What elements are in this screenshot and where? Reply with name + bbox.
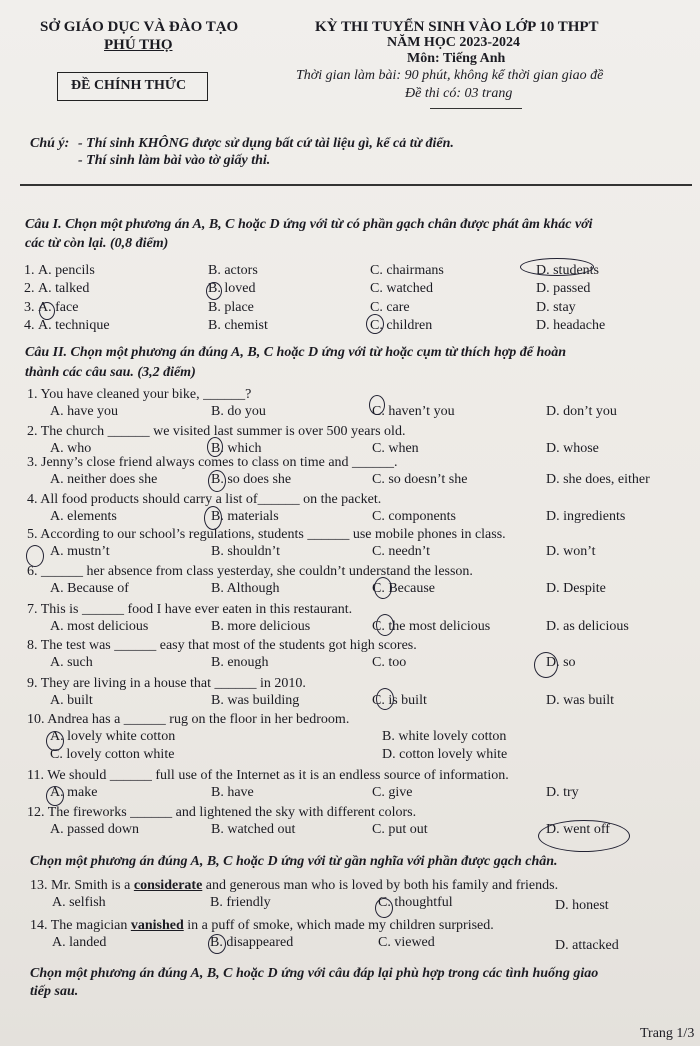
option-d: D. don’t you: [546, 404, 617, 419]
option-a: A. who: [50, 441, 92, 456]
option-d: D. headache: [536, 318, 606, 333]
option-a: A. make: [50, 785, 98, 800]
question-text: [30, 918, 494, 934]
answer-circle: [208, 934, 226, 954]
answer-circle: [538, 820, 630, 852]
section-4-title-cont: tiếp sau.: [30, 984, 79, 999]
question-text: 2. The church ______ we visited last summer is over 500 years old.: [27, 424, 406, 439]
option-a: A. selfish: [52, 895, 106, 910]
question-text-start: 14. The magician: [30, 918, 131, 933]
notes-divider: [20, 184, 692, 186]
option-d: D. was built: [546, 693, 615, 708]
subject: Môn: Tiếng Anh: [407, 51, 506, 66]
question-text: 3. Jenny’s close friend always comes to class on time and ______.: [27, 455, 398, 470]
section-1-title: Câu I. Chọn một phương án A, B, C hoặc D ứng với từ có phần gạch chân được phát âm khác với: [25, 217, 593, 232]
option-c: C. care: [370, 300, 410, 315]
option-a: A. have you: [50, 404, 119, 419]
question-text: 7. This is ______ food I have ever eaten in this restaurant.: [27, 602, 353, 617]
answer-circle: [376, 688, 394, 710]
option-c: C. the most delicious: [372, 619, 491, 634]
option-a: A. elements: [50, 509, 117, 524]
section-4-title: Chọn một phương án đúng A, B, C hoặc D ứng với câu đáp lại phù hợp trong các tình huống giao: [30, 966, 599, 981]
option-c: C. viewed: [378, 935, 435, 950]
official-label: ĐỀ CHÍNH THỨC: [71, 78, 187, 93]
option-c: C. give: [372, 785, 413, 800]
answer-circle: [26, 545, 44, 567]
option-b: B. loved: [208, 281, 256, 296]
option-a: A. most delicious: [50, 619, 149, 634]
option-a: A. lovely white cotton: [50, 729, 176, 744]
option-b: B. was building: [211, 693, 300, 708]
department-name: SỞ GIÁO DỤC VÀ ĐÀO TẠO: [40, 19, 239, 35]
option-c: C. put out: [372, 822, 428, 837]
option-c: C. haven’t you: [372, 404, 455, 419]
option-d: D. as delicious: [546, 619, 629, 634]
option-b: B. materials: [211, 509, 279, 524]
answer-circle: [376, 614, 394, 636]
province-name: PHÚ THỌ: [104, 37, 173, 53]
question-text: [30, 878, 558, 894]
note-label: Chú ý:: [30, 136, 70, 151]
section-3-title: Chọn một phương án đúng A, B, C hoặc D ứng với từ gần nghĩa với phần được gạch chân.: [30, 854, 558, 869]
question-text-start: 13. Mr. Smith is a: [30, 878, 134, 893]
option-d: D. students: [536, 263, 599, 278]
option-c: C. needn’t: [372, 544, 431, 559]
option-a: A. pencils: [38, 263, 95, 278]
question-text: 9. They are living in a house that ______ in 2010.: [27, 676, 306, 691]
option-c: C. is built: [372, 693, 427, 708]
option-d: D. passed: [536, 281, 591, 296]
option-d: D. she does, either: [546, 472, 650, 487]
option-d: D. attacked: [555, 938, 619, 953]
answer-circle: [374, 577, 392, 599]
option-b: B. watched out: [211, 822, 296, 837]
note-line-2: - Thí sinh làm bài vào tờ giấy thi.: [78, 153, 271, 168]
time-note: Thời gian làm bài: 90 phút, không kể thời gian giao đề: [296, 68, 604, 83]
option-b: B. friendly: [210, 895, 271, 910]
section-2-title-cont: thành các câu sau. (3,2 điểm): [25, 365, 196, 380]
option-b: B. more delicious: [211, 619, 311, 634]
question-text: 6. ______ her absence from class yesterday, she couldn’t understand the lesson.: [27, 564, 473, 579]
school-year: NĂM HỌC 2023-2024: [387, 35, 520, 50]
answer-circle: [46, 786, 64, 806]
option-d: D. Despite: [546, 581, 606, 596]
answer-circle: [206, 282, 222, 300]
option-b: B. Although: [211, 581, 280, 596]
question-text: 1. You have cleaned your bike, ______?: [27, 387, 252, 402]
option-d: D. won’t: [546, 544, 596, 559]
option-b: B. shouldn’t: [211, 544, 280, 559]
page-number: Trang 1/3: [640, 1026, 695, 1041]
section-2-title: Câu II. Chọn một phương án đúng A, B, C hoặc D ứng với từ hoặc cụm từ thích hợp để hoàn: [25, 345, 567, 360]
option-b: B. chemist: [208, 318, 268, 333]
option-b: B. place: [208, 300, 254, 315]
answer-circle: [375, 898, 393, 918]
option-b: B. disappeared: [210, 935, 294, 950]
answer-circle: [204, 506, 222, 530]
question-text: 4. All food products should carry a list of______ on the packet.: [27, 492, 382, 507]
answer-circle: [520, 258, 594, 276]
answer-circle: [366, 314, 384, 334]
question-number: 4.: [24, 318, 35, 333]
option-a: A. built: [50, 693, 93, 708]
option-c: C. so doesn’t she: [372, 472, 468, 487]
answer-circle: [534, 652, 558, 678]
note-line-1: - Thí sinh KHÔNG được sử dụng bất cứ tài liệu gì, kể cả từ điển.: [78, 136, 454, 151]
question-text: 11. We should ______ full use of the Internet as it is an endless source of information.: [27, 768, 509, 783]
option-c: C. too: [372, 655, 407, 670]
option-a: A. Because of: [50, 581, 129, 596]
option-d: D. stay: [536, 300, 576, 315]
option-b: B. so does she: [211, 472, 292, 487]
underlined-word: considerate: [133, 878, 203, 893]
option-d: D. cotton lovely white: [382, 747, 508, 762]
underlined-word: vanished: [130, 918, 184, 933]
option-b: B. white lovely cotton: [382, 729, 507, 744]
answer-circle: [369, 395, 385, 415]
answer-circle: [208, 470, 226, 492]
option-c: C. thoughtful: [378, 895, 453, 910]
option-a: A. such: [50, 655, 93, 670]
question-text: 8. The test was ______ easy that most of the students got high scores.: [27, 638, 417, 653]
question-text: 12. The fireworks ______ and lightened the sky with different colors.: [27, 805, 417, 820]
option-c: C. lovely cotton white: [50, 747, 175, 762]
page-count-note: Đề thi có: 03 trang: [405, 86, 513, 101]
option-b: B. actors: [208, 263, 258, 278]
answer-circle: [46, 731, 64, 751]
question-number: 1.: [24, 263, 35, 278]
option-c: C. when: [372, 441, 419, 456]
option-a: A. neither does she: [50, 472, 158, 487]
option-c: C. Because: [372, 581, 435, 596]
option-a: A. face: [38, 300, 79, 315]
exam-title: KỲ THI TUYỂN SINH VÀO LỚP 10 THPT: [315, 19, 599, 35]
answer-circle: [39, 302, 55, 320]
question-number: 3.: [24, 300, 35, 315]
option-d: D. ingredients: [546, 509, 626, 524]
option-b: B. which: [211, 441, 262, 456]
option-b: B. enough: [211, 655, 269, 670]
option-d: D. whose: [546, 441, 599, 456]
option-d: D. went off: [546, 822, 610, 837]
option-c: C. components: [372, 509, 456, 524]
option-c: C. children: [370, 318, 433, 333]
option-a: A. talked: [38, 281, 90, 296]
option-b: B. have: [211, 785, 254, 800]
option-a: A. passed down: [50, 822, 140, 837]
question-text-end: in a puff of smoke, which made my children surprised.: [183, 918, 494, 933]
question-number: 2.: [24, 281, 35, 296]
question-text: 5. According to our school’s regulations, students ______ use mobile phones in class.: [27, 527, 506, 542]
option-a: A. landed: [52, 935, 107, 950]
option-d: D. try: [546, 785, 579, 800]
question-text: 10. Andrea has a ______ rug on the floor in her bedroom.: [27, 712, 350, 727]
option-d: D. honest: [555, 898, 609, 913]
answer-circle: [207, 437, 223, 457]
option-c: C. watched: [370, 281, 433, 296]
option-b: B. do you: [211, 404, 266, 419]
section-1-title-cont: các từ còn lại. (0,8 điểm): [25, 236, 169, 251]
option-d: D. so: [546, 655, 576, 670]
option-c: C. chairmans: [370, 263, 444, 278]
question-text-end: and generous man who is loved by both his family and friends.: [202, 878, 559, 893]
option-a: A. technique: [38, 318, 110, 333]
header-underline: [430, 108, 522, 109]
option-a: A. mustn’t: [50, 544, 110, 559]
